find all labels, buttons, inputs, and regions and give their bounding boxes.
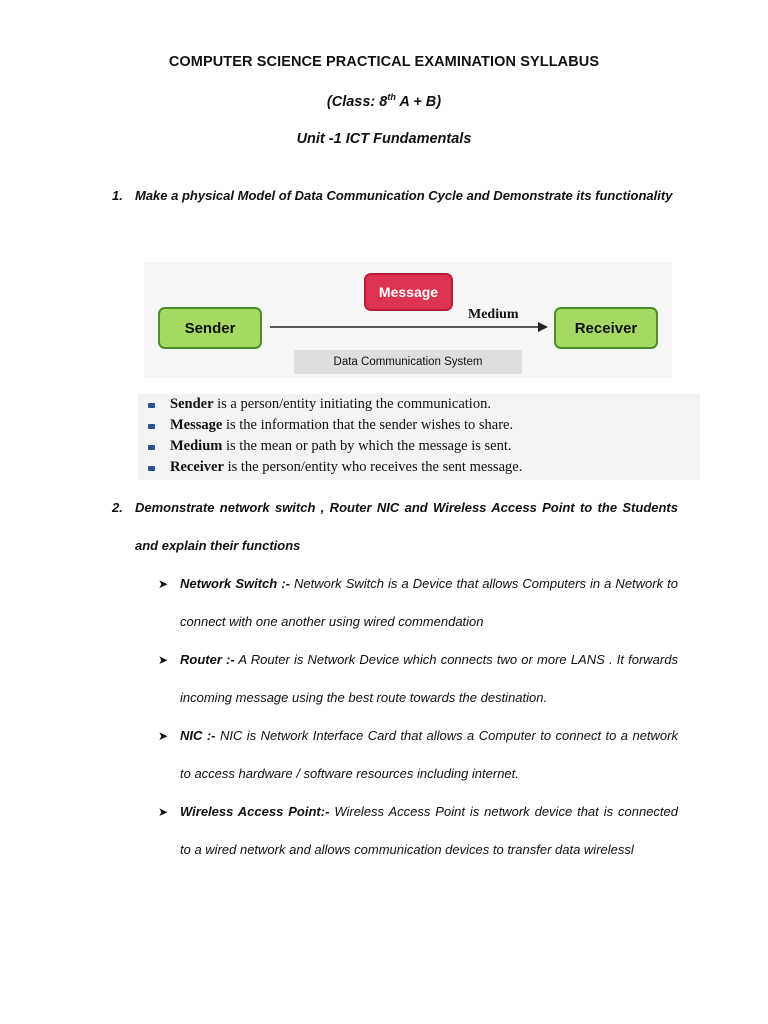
definition-term: Receiver <box>170 459 224 475</box>
bullet-icon <box>148 403 155 408</box>
message-box: Message <box>364 273 453 311</box>
bullet-icon <box>148 445 155 450</box>
definition-text: is a person/entity initiating the communication. <box>213 396 491 412</box>
item-text: NIC is Network Interface Card that allows a Computer to connect to a network to access hardware / software resources including internet. <box>180 728 678 781</box>
question-number: 2. <box>112 500 123 515</box>
definition-term: Medium <box>170 438 223 454</box>
arrow-bullet-icon: ➤ <box>158 729 169 743</box>
question-2 <box>112 489 678 565</box>
item-term: Network Switch :- <box>180 576 290 591</box>
item-term: Wireless Access Point:- <box>180 804 330 819</box>
item-wireless-access-point <box>158 793 678 869</box>
definition-sender <box>138 394 700 415</box>
definition-text: is the mean or path by which the message is sent. <box>222 438 512 454</box>
class-prefix: (Class: 8 <box>326 93 388 110</box>
question-1 <box>112 177 678 215</box>
sender-box: Sender <box>158 307 262 349</box>
definition-message <box>138 415 700 436</box>
definition-term: Message <box>170 417 223 433</box>
system-label: Data Communication System <box>294 350 522 374</box>
question-text: Demonstrate network switch , Router NIC and Wireless Access Point to the Students and explain their functions <box>135 500 678 553</box>
definition-text: is the information that the sender wishes to share. <box>222 417 514 433</box>
definition-text: is the person/entity who receives the sent message. <box>223 459 523 475</box>
medium-arrow <box>270 320 548 334</box>
item-nic <box>158 717 678 793</box>
item-body <box>180 641 678 717</box>
item-text: Network Switch is a Device that allows Computers in a Network to connect with one another using wired commendation <box>180 576 678 629</box>
item-body <box>180 565 678 641</box>
class-suffix: A + B) <box>395 93 442 110</box>
class-heading <box>0 92 768 110</box>
receiver-box: Receiver <box>554 307 658 349</box>
definition-receiver <box>138 457 700 478</box>
item-router <box>158 641 678 717</box>
item-text: Wireless Access Point is network device that is connected to a wired network and allows communication devices to transfer data wirelessl <box>180 804 678 857</box>
bullet-icon <box>148 466 155 471</box>
document-title: COMPUTER SCIENCE PRACTICAL EXAMINATION SYLLABUS <box>168 54 600 70</box>
medium-label: Medium <box>468 307 519 322</box>
unit-heading: Unit -1 ICT Fundamentals <box>296 131 472 147</box>
data-communication-diagram <box>144 262 672 378</box>
bullet-icon <box>148 424 155 429</box>
class-superscript: th <box>387 92 396 102</box>
arrow-bullet-icon: ➤ <box>158 805 169 819</box>
question-number: 1. <box>112 188 123 203</box>
item-term: NIC :- <box>180 728 216 743</box>
definition-term: Sender <box>170 396 214 412</box>
item-network-switch <box>158 565 678 641</box>
question-text: Make a physical Model of Data Communication Cycle and Demonstrate its functionality <box>135 188 673 203</box>
definitions-list <box>138 394 700 480</box>
item-body <box>180 717 678 793</box>
arrow-bullet-icon: ➤ <box>158 577 169 591</box>
item-text: A Router is Network Device which connects two or more LANS . It forwards incoming message using the best route towards the destination. <box>180 652 678 705</box>
arrow-bullet-icon: ➤ <box>158 653 169 667</box>
item-term: Router :- <box>180 652 235 667</box>
item-body <box>180 793 678 869</box>
definition-medium <box>138 436 700 457</box>
